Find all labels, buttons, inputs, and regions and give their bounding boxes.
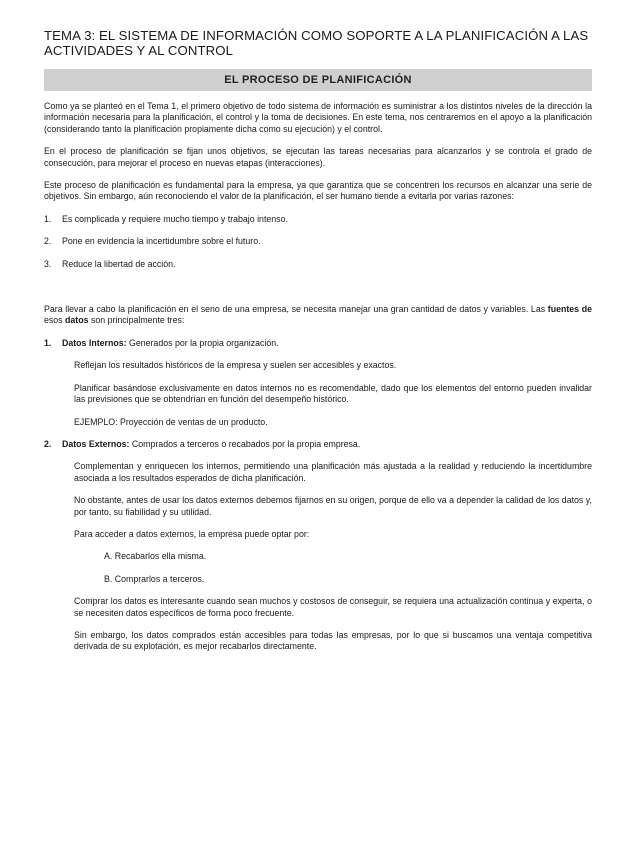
document-body — [44, 101, 592, 653]
list-number: 1. — [44, 213, 52, 224]
list-number: 2. — [44, 438, 52, 449]
source-label: Datos Externos: — [62, 438, 130, 449]
bold-text: datos — [65, 315, 89, 326]
list-text: Pone en evidencia la incertidumbre sobre el futuro. — [62, 236, 261, 247]
option-item: B. Comprarlos a terceros. — [104, 573, 205, 584]
list-text: Reduce la libertad de acción. — [62, 258, 176, 269]
section-heading: EL PROCESO DE PLANIFICACIÓN — [224, 74, 412, 86]
source-label: Datos Internos: — [62, 337, 127, 348]
paragraph: En el proceso de planificación se fijan unos objetivos, se ejecutan las tareas necesarias para alcanzarlos y se controla el grado de consecución, para mejorar el proceso en nuevas etapas (interacciones). — [44, 146, 592, 168]
paragraph: Para acceder a datos externos, la empresa puede optar por: — [74, 528, 310, 539]
example: EJEMPLO: Proyección de ventas de un producto. — [74, 416, 268, 427]
list-item — [44, 236, 592, 247]
option-item: A. Recabarlos ella misma. — [104, 551, 207, 562]
paragraph: Sin embargo, los datos comprados están accesibles para todas las empresas, por lo que si buscamos una ventaja competitiva derivada de su explotación, es mejor recabarlos directamente. — [74, 629, 592, 652]
list-number: 2. — [44, 236, 52, 247]
paragraph: No obstante, antes de usar los datos externos debemos fijarnos en su origen, porque de ello va a depender la calidad de los datos y, por tanto, su fiabilidad y su utilidad. — [74, 495, 592, 517]
list-item — [44, 214, 592, 225]
paragraph: Este proceso de planificación es fundamental para la empresa, ya que garantiza que se concentren los recursos en alcanzar una serie de objetivos. Sin embargo, aún reconociendo el valor de la planificación, el ser humano tiende a evitarla por varias razones: — [44, 180, 592, 202]
section-heading-banner — [44, 69, 592, 91]
paragraph: Reflejan los resultados históricos de la empresa y suelen ser accesibles y exactos. — [74, 360, 397, 371]
paragraph: Como ya se planteó en el Tema 1, el primero objetivo de todo sistema de información es suministrar a los distintos niveles de la dirección la información necesaria para la planificación, el control y la toma de decisiones. En este tema, nos centraremos en el apoyo a la planificación (considerando tanto la planificación propiamente dicha como su ejecución) y el control. — [44, 101, 592, 134]
page-title: TEMA 3: EL SISTEMA DE INFORMACIÓN COMO SOPORTE A LA PLANIFICACIÓN A LAS ACTIVIDADES Y AL CONTROL — [44, 28, 589, 58]
source-item-external: 2. Datos Externos: Comprados a terceros o recabados por la propia empresa. — [44, 438, 361, 449]
bold-text: fuentes de — [547, 304, 592, 315]
source-item-internal: 1. Datos Internos: Generados por la propia organización. — [44, 337, 279, 348]
paragraph: Complementan y enriquecen los internos, permitiendo una planificación más ajustada a la realidad y reduciendo la incertidumbre asociada a los resultados esperados de dicha planificación. — [74, 461, 592, 483]
paragraph: Planificar basándose exclusivamente en datos internos no es recomendable, dado que los elementos del entorno pueden invalidar las previsiones que se obtendrían en función del desempeño histórico. — [74, 382, 592, 405]
list-text: Es complicada y requiere mucho tiempo y trabajo intenso. — [62, 213, 288, 224]
list-number: 1. — [44, 337, 52, 348]
list-number: 3. — [44, 258, 52, 269]
paragraph: Comprar los datos es interesante cuando sean muchos y costosos de conseguir, se requiera una actualización continua y experta, o se necesiten datos específicos de forma poco frecuente. — [74, 596, 592, 618]
paragraph: Para llevar a cabo la planificación en el seno de una empresa, se necesita manejar una gran cantidad de datos y variables. Las fuentes de esos datos son principalmente tres: — [44, 304, 592, 326]
list-item — [44, 259, 592, 270]
